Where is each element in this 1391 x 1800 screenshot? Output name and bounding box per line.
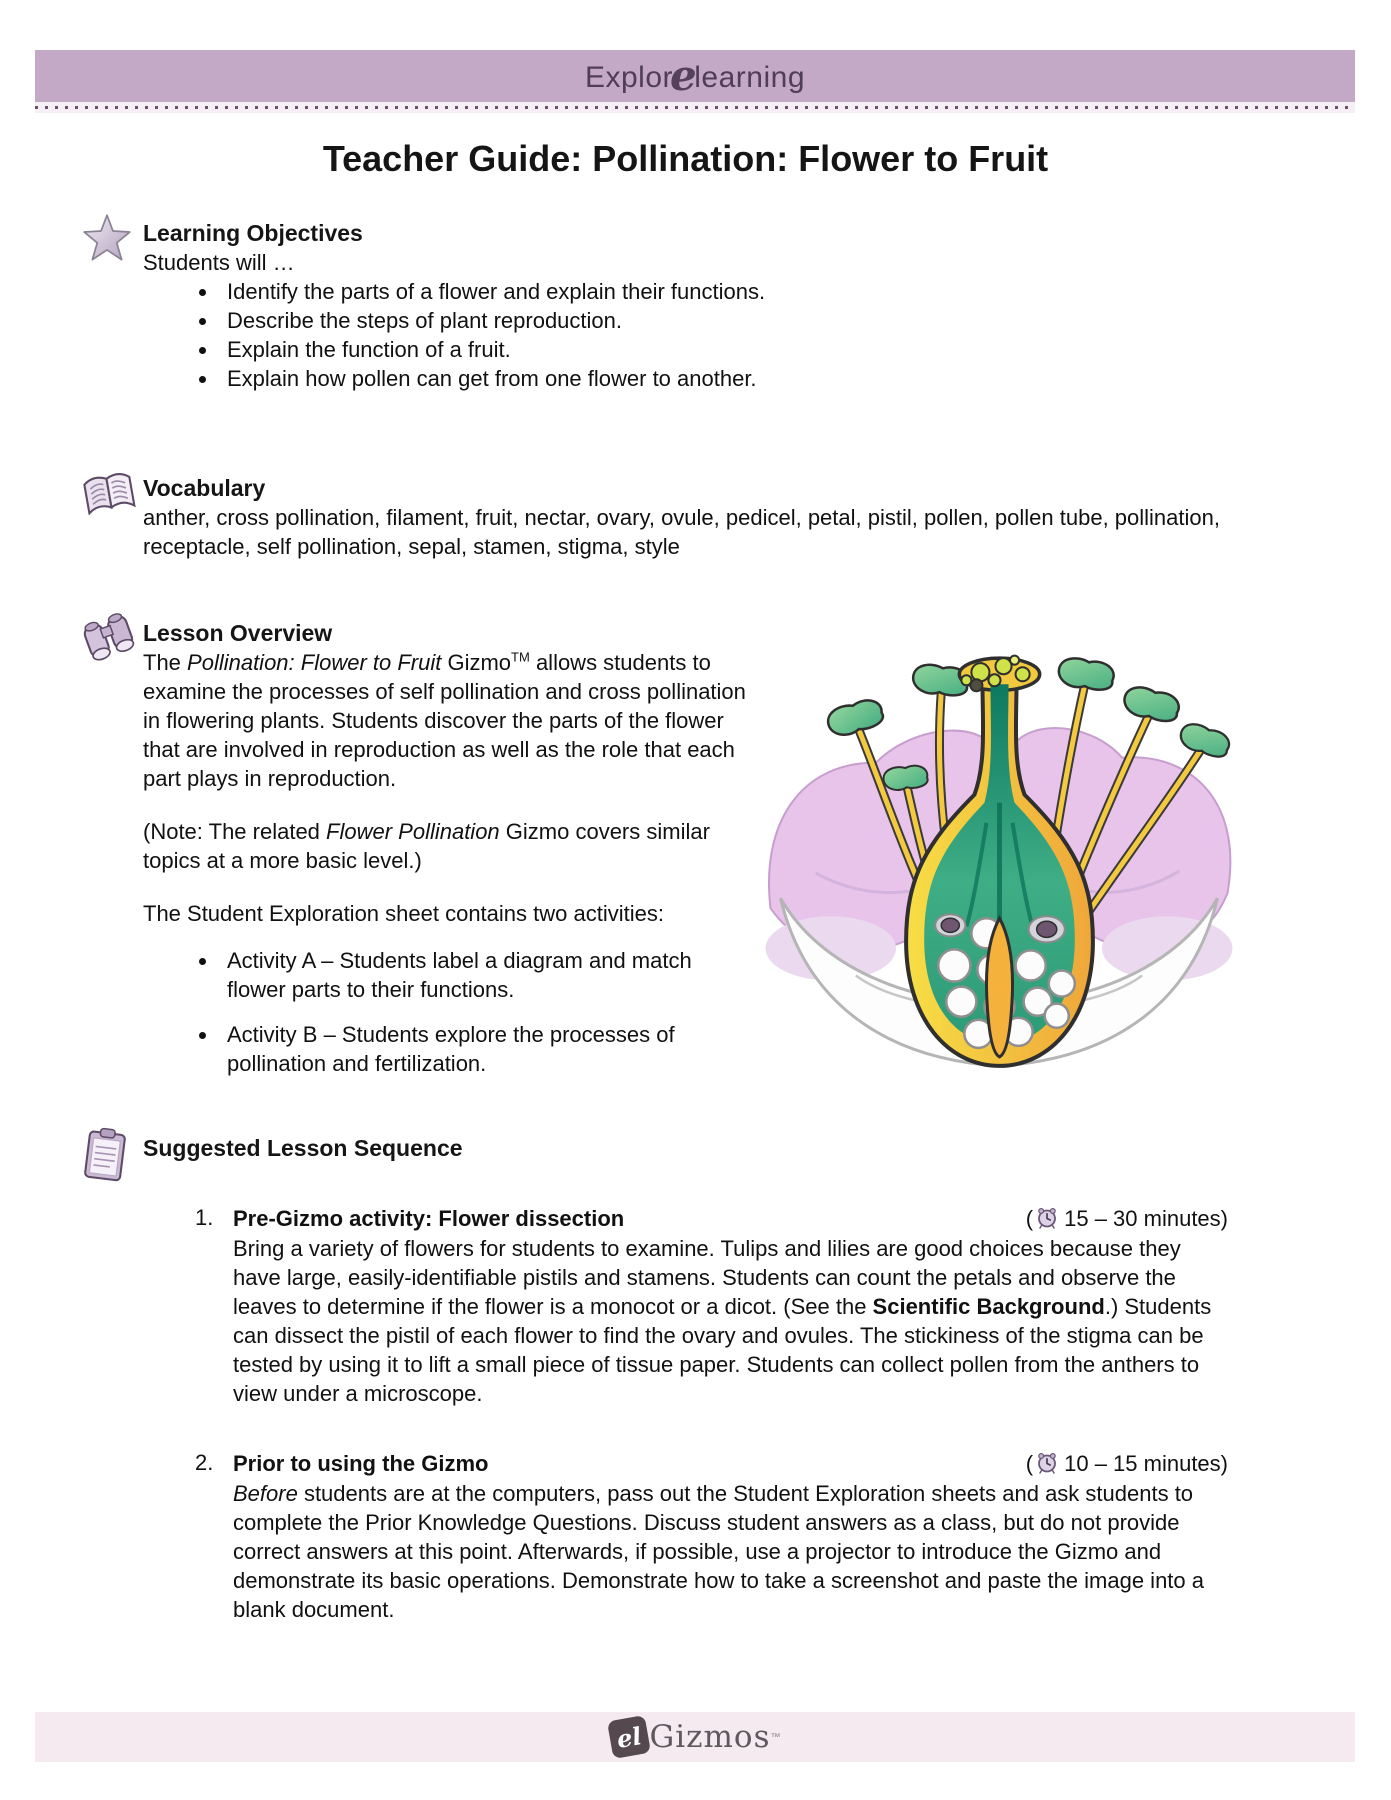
clipboard-icon	[81, 1127, 137, 1183]
binoculars-icon	[81, 612, 137, 668]
explorelearning-logo	[584, 50, 806, 100]
overview-p1-post: allows students to examine the processes of self pollination and cross pollination in flowering plants. Students discover the parts of the flower that are involved in reproduction as well as the role that each part plays in reproduction.	[143, 650, 746, 791]
gizmos-logo	[610, 1718, 781, 1756]
vocabulary-terms: anther, cross pollination, filament, fruit, nectar, ovary, ovule, pedicel, petal, pistil, pollen, pollen tube, pollination, receptacle, self pollination, sepal, stamen, stigma, style	[143, 505, 1220, 559]
objective-item: • Explain how pollen can get from one flower to another.	[219, 364, 1228, 393]
clock-icon	[1035, 1450, 1059, 1481]
overview-p1-pre: The	[143, 650, 188, 675]
overview-note	[143, 817, 755, 875]
item-1-header	[233, 1203, 1228, 1234]
overview-p1-mid: Gizmo	[441, 650, 512, 675]
gizmos-badge-icon: el	[606, 1715, 650, 1759]
item-number: 1.	[195, 1205, 214, 1230]
item-2-time	[1026, 1448, 1228, 1479]
activity-item: • Activity A – Students label a diagram and match flower parts to their functions.	[219, 946, 755, 1004]
gizmos-wordmark: Gizmos	[649, 1719, 771, 1755]
item-1-body	[233, 1234, 1228, 1408]
logo-text-post: learning	[694, 60, 806, 94]
note-post: Gizmo covers similar topics at a more basic level.)	[143, 819, 710, 873]
item-2-body-italic: Before	[233, 1481, 298, 1506]
activities-list	[143, 946, 755, 1078]
learning-objectives-intro: Students will …	[143, 250, 295, 275]
logo-text-pre: Explor	[584, 60, 674, 94]
page-title: Teacher Guide: Pollination: Flower to Fruit	[322, 138, 1049, 179]
item-2-header	[233, 1448, 1228, 1479]
objective-item: • Identify the parts of a flower and explain their functions.	[219, 277, 1228, 306]
section-vocabulary	[143, 473, 1228, 561]
sequence-item-1	[143, 1203, 1228, 1408]
learning-objectives-list	[143, 277, 1228, 393]
objective-item: • Explain the function of a fruit.	[219, 335, 1228, 364]
lesson-overview-text	[143, 618, 755, 1078]
item-2-body-post: students are at the computers, pass out the Student Exploration sheets and ask students to complete the Prior Knowledge Questions. Discuss student answers as a class, but do not provide correct answers at this point. Afterwards, if possible, use a projector to introduce the Gizmo and demonstrate its basic operations. Demonstrate how to take a screenshot and paste the image into a blank document.	[233, 1481, 1204, 1622]
section-learning-objectives	[143, 218, 1228, 393]
item-1-body-pre: Bring a variety of flowers for students to examine. Tulips and lilies are good choices because they have large, easily-identifiable pistils and stamens. Students can count the petals and observe the leaves to determine if the flower is a monocot or a dicot. (See the	[233, 1236, 1181, 1319]
item-number: 2.	[195, 1450, 214, 1475]
item-2-title: Prior to using the Gizmo	[233, 1451, 489, 1476]
document-content	[143, 138, 1228, 1624]
paren-close: )	[1220, 1206, 1228, 1231]
note-pre: (Note: The related	[143, 819, 327, 844]
item-1-body-bold: Scientific Background	[872, 1294, 1105, 1319]
overview-gizmo-title: Pollination: Flower to Fruit	[187, 650, 442, 675]
item-2-duration: 10 – 15 minutes	[1064, 1451, 1221, 1476]
lesson-overview-heading: Lesson Overview	[143, 620, 333, 646]
open-book-icon	[81, 467, 137, 523]
vocabulary-heading: Vocabulary	[143, 475, 266, 501]
item-1-title: Pre-Gizmo activity: Flower dissection	[233, 1206, 625, 1231]
header-band	[35, 50, 1355, 102]
section-lesson-overview	[143, 618, 1228, 1078]
flower-cross-section-illustration	[755, 622, 1243, 1084]
item-1-time	[1026, 1203, 1228, 1234]
note-gizmo-name: Flower Pollination	[326, 819, 500, 844]
item-1-body-post: .) Students can dissect the pistil of each flower to find the ovary and ovules. The stickiness of the stigma can be tested by using it to lift a small piece of tissue paper. Students can collect pollen from the anthers to view under a microscope.	[233, 1294, 1212, 1406]
item-1-duration: 15 – 30 minutes	[1064, 1206, 1221, 1231]
logo-script-e: e	[670, 50, 698, 100]
clock-icon	[1035, 1205, 1059, 1236]
paren-open: (	[1025, 1451, 1034, 1476]
section-lesson-sequence	[143, 1133, 1228, 1624]
lesson-sequence-heading: Suggested Lesson Sequence	[143, 1135, 463, 1161]
lesson-overview-paragraph	[143, 648, 755, 793]
activities-intro: The Student Exploration sheet contains two activities:	[143, 901, 664, 926]
learning-objectives-heading: Learning Objectives	[143, 220, 363, 246]
star-icon	[81, 212, 137, 268]
dotted-divider	[35, 102, 1355, 113]
activity-item: • Activity B – Students explore the processes of pollination and fertilization.	[219, 1020, 755, 1078]
trademark-superscript: TM	[511, 649, 530, 665]
gizmos-trademark: ™	[770, 1731, 781, 1743]
item-2-body	[233, 1479, 1228, 1624]
objective-item: • Describe the steps of plant reproduction.	[219, 306, 1228, 335]
paren-open: (	[1025, 1206, 1034, 1231]
paren-close: )	[1220, 1451, 1228, 1476]
footer-band	[35, 1712, 1355, 1762]
sequence-item-2	[143, 1448, 1228, 1624]
